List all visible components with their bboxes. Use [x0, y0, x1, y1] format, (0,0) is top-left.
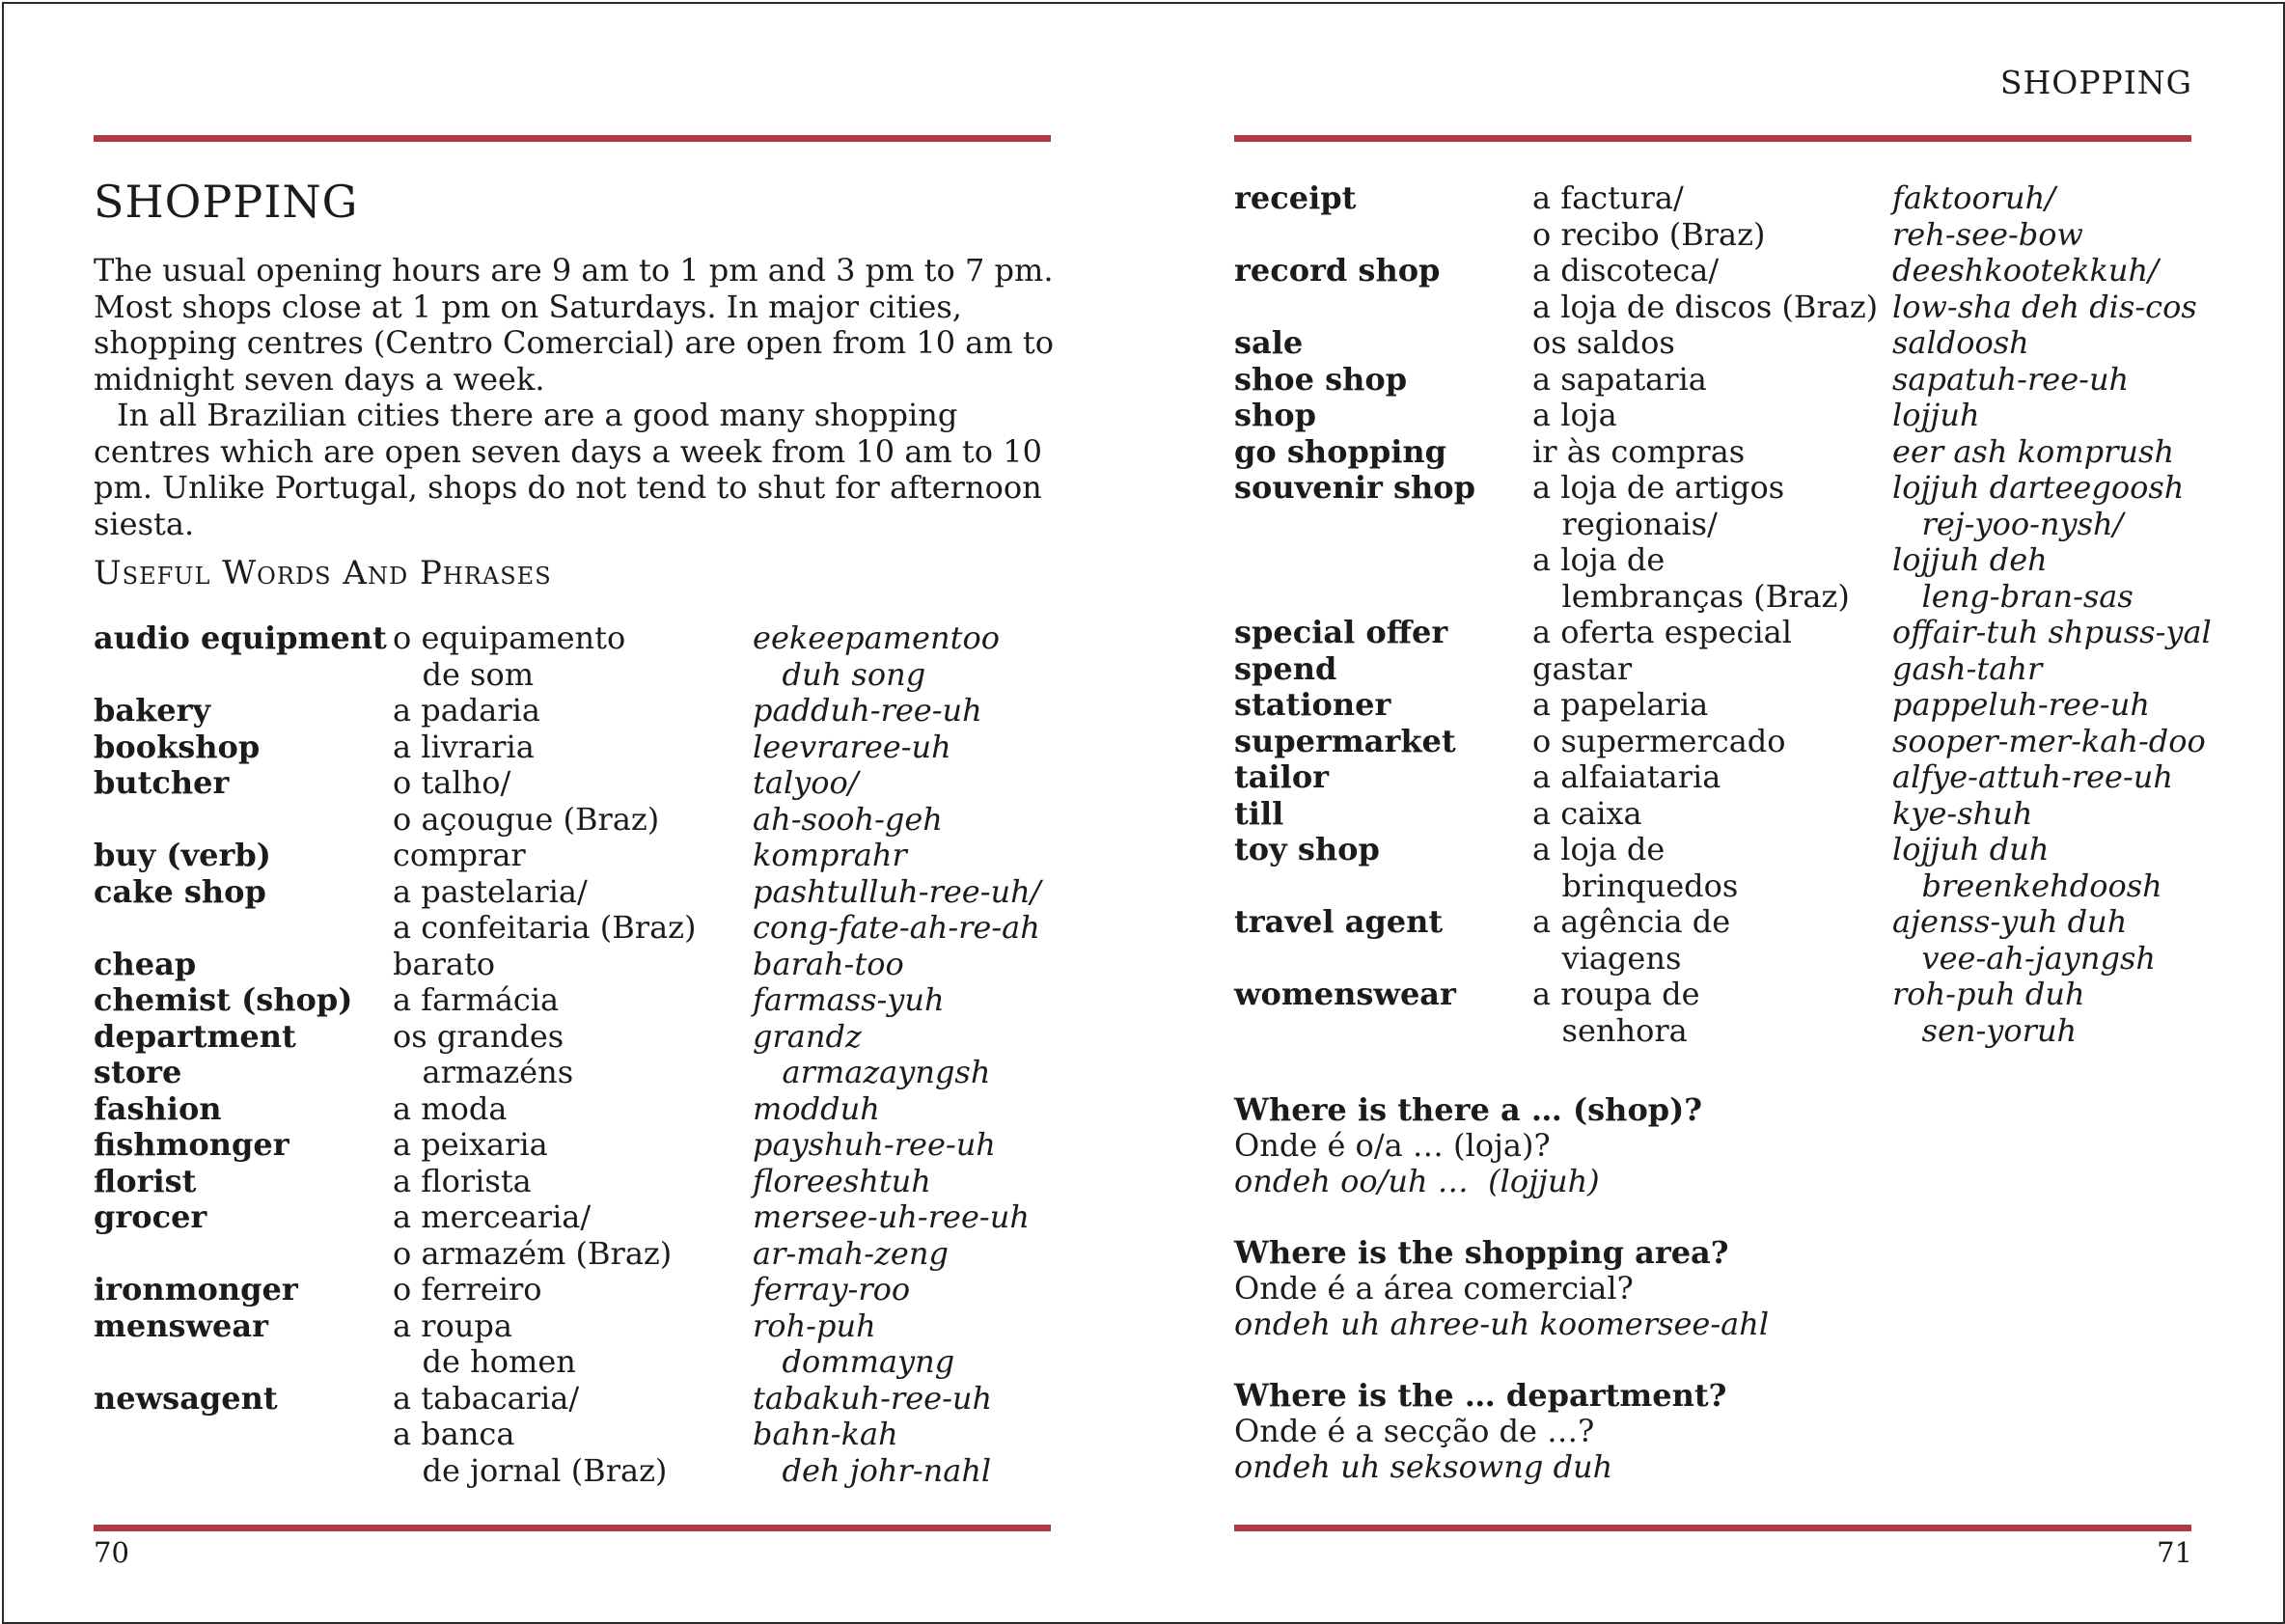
phrase-pronunciation: ondeh oo/uh … (lojjuh) — [1234, 1163, 1600, 1199]
vocab-pronunciation: floreeshtuh — [753, 1162, 931, 1199]
vocab-portuguese: os saldos — [1532, 324, 1675, 361]
vocab-english: travel agent — [1234, 903, 1444, 940]
vocab-row — [94, 1164, 1052, 1200]
section-subheading: Useful Words And Phrases — [94, 554, 552, 592]
vocab-english: bookshop — [94, 728, 261, 765]
vocab-english: shoe shop — [1234, 360, 1408, 398]
vocab-english: stationer — [1234, 686, 1391, 723]
vocab-row — [94, 947, 1052, 983]
vocab-row — [94, 693, 1052, 729]
vocab-portuguese: a discoteca/ a loja de discos (Braz) — [1532, 252, 1879, 325]
vocab-portuguese: a peixaria — [393, 1126, 548, 1163]
vocab-english: special offer — [1234, 614, 1448, 650]
vocab-portuguese: a tabacaria/ a banca de jornal (Braz) — [393, 1379, 668, 1489]
phrase-portuguese: Onde é a área comercial? — [1234, 1270, 1634, 1307]
vocab-list-right — [1234, 179, 2212, 1049]
vocab-pronunciation: grandz armazayngsh — [753, 1017, 991, 1090]
vocab-portuguese: a moda — [393, 1089, 508, 1127]
vocab-portuguese: a caixa — [1532, 794, 1642, 832]
vocab-pronunciation: ferray-roo — [753, 1271, 911, 1307]
vocab-row — [94, 1272, 1052, 1308]
running-head: SHOPPING — [1999, 64, 2192, 101]
vocab-row — [94, 874, 1052, 947]
vocab-portuguese: a roupa de senhora — [1532, 976, 1700, 1049]
vocab-pronunciation: mersee-uh-ree-uh ar-mah-zeng — [753, 1198, 1030, 1272]
vocab-pronunciation: eer ash komprush — [1892, 432, 2175, 470]
vocab-english: souvenir shop — [1234, 469, 1475, 506]
vocab-row — [1234, 252, 2197, 325]
vocab-pronunciation: pashtulluh-ree-uh/ cong-fate-ah-re-ah — [753, 872, 1041, 946]
vocab-pronunciation: payshuh-ree-uh — [753, 1126, 996, 1163]
vocab-portuguese: a padaria — [393, 692, 540, 729]
vocab-english: womenswear — [1234, 976, 1456, 1012]
vocab-row — [94, 1019, 1052, 1091]
vocab-portuguese: ir às compras — [1532, 432, 1746, 470]
vocab-english: record shop — [1234, 252, 1441, 289]
vocab-portuguese: a livraria — [393, 728, 535, 765]
vocab-portuguese: a mercearia/ o armazém (Braz) — [393, 1198, 673, 1272]
vocab-portuguese: comprar — [393, 837, 526, 873]
vocab-pronunciation: ajenss-yuh duh vee-ah-jayngsh — [1892, 903, 2156, 977]
vocab-pronunciation: lojjuh — [1892, 397, 1980, 433]
vocab-pronunciation: lojjuh darteegoosh rej-yoo-nysh/ lojjuh deh leng-bran-sas — [1892, 469, 2185, 615]
top-rule-right — [1234, 135, 2191, 142]
vocab-row — [1234, 759, 2191, 796]
vocab-english: shop — [1234, 397, 1316, 433]
vocab-pronunciation: pappeluh-ree-uh — [1892, 686, 2150, 723]
vocab-english: receipt — [1234, 179, 1357, 216]
vocab-portuguese: a pastelaria/ a confeitaria (Braz) — [393, 872, 697, 946]
vocab-list-left — [94, 620, 1052, 1489]
vocab-english: department store — [94, 1017, 296, 1090]
vocab-portuguese: os grandes armazéns — [393, 1017, 574, 1090]
vocab-row — [1234, 180, 2191, 253]
vocab-row — [1234, 398, 2191, 434]
vocab-row — [94, 729, 1052, 766]
vocab-english: toy shop — [1234, 831, 1380, 867]
vocab-portuguese: a loja — [1532, 397, 1617, 433]
vocab-row — [94, 1127, 1052, 1164]
vocab-portuguese: a loja de brinquedos — [1532, 831, 1739, 904]
vocab-pronunciation: barah-too — [753, 945, 904, 982]
vocab-pronunciation: kye-shuh — [1892, 794, 2033, 832]
vocab-english: newsagent — [94, 1379, 278, 1417]
vocab-pronunciation: sapatuh-ree-uh — [1892, 360, 2130, 398]
vocab-portuguese: o ferreiro — [393, 1271, 542, 1307]
vocab-portuguese: a factura/ o recibo (Braz) — [1532, 179, 1766, 253]
vocab-pronunciation: sooper-mer-kah-doo — [1892, 722, 2206, 759]
phrase-english: Where is the … department? — [1234, 1377, 1727, 1414]
vocab-row — [94, 620, 1052, 693]
vocab-portuguese: a florista — [393, 1162, 532, 1199]
vocab-portuguese: gastar — [1532, 649, 1633, 687]
page-number-right: 71 — [2157, 1536, 2192, 1569]
vocab-english: spend — [1234, 649, 1337, 687]
vocab-pronunciation: offair-tuh shpuss-yal — [1892, 614, 2212, 650]
phrase-portuguese: Onde é o/a … (loja)? — [1234, 1127, 1551, 1164]
vocab-pronunciation: komprahr — [753, 837, 907, 873]
phrase-item — [1234, 1235, 1769, 1342]
vocab-english: cheap — [94, 945, 197, 982]
vocab-portuguese: o supermercado — [1532, 722, 1786, 759]
vocab-portuguese: a roupa de homen — [393, 1307, 576, 1380]
vocab-row — [1234, 796, 2191, 833]
page-title: SHOPPING — [94, 176, 359, 228]
vocab-row — [94, 765, 1052, 838]
vocab-row — [94, 982, 1052, 1019]
phrase-portuguese: Onde é a secção de …? — [1234, 1413, 1595, 1449]
vocab-portuguese: a alfaiataria — [1532, 758, 1721, 795]
phrase-english: Where is the shopping area? — [1234, 1234, 1729, 1271]
page-number-left: 70 — [94, 1536, 129, 1569]
vocab-row — [1234, 614, 2212, 651]
vocab-pronunciation: tabakuh-ree-uh bahn-kah deh johr-nahl — [753, 1379, 993, 1489]
vocab-pronunciation: lojjuh duh breenkehdoosh — [1892, 831, 2162, 904]
vocab-pronunciation: deeshkootekkuh/ low-sha deh dis-cos — [1892, 252, 2197, 325]
vocab-english: audio equipment — [94, 619, 387, 656]
top-rule-left — [94, 135, 1051, 142]
vocab-portuguese: a farmácia — [393, 981, 560, 1018]
phrase-list — [1234, 1092, 1769, 1521]
vocab-english: fishmonger — [94, 1126, 289, 1163]
vocab-english: bakery — [94, 692, 211, 729]
vocab-english: florist — [94, 1162, 197, 1199]
vocab-english: menswear — [94, 1307, 268, 1344]
vocab-english: fashion — [94, 1089, 222, 1127]
vocab-english: go shopping — [1234, 432, 1447, 470]
phrase-english: Where is there a … (shop)? — [1234, 1091, 1703, 1128]
vocab-pronunciation: farmass-yuh — [753, 981, 945, 1018]
phrase-item — [1234, 1378, 1769, 1485]
vocab-pronunciation: gash-tahr — [1892, 649, 2043, 687]
vocab-pronunciation: talyoo/ ah-sooh-geh — [753, 764, 943, 838]
vocab-pronunciation: faktooruh/ reh-see-bow — [1892, 179, 2083, 253]
vocab-english: cake shop — [94, 872, 266, 910]
vocab-portuguese: o talho/ o açougue (Braz) — [393, 764, 660, 838]
vocab-row — [1234, 977, 2191, 1049]
intro-text — [94, 253, 1059, 542]
vocab-row — [94, 1091, 1052, 1128]
vocab-row — [94, 1199, 1052, 1272]
vocab-pronunciation: modduh — [753, 1089, 880, 1127]
vocab-portuguese: a papelaria — [1532, 686, 1709, 723]
vocab-pronunciation: leevraree-uh — [753, 728, 951, 765]
vocab-english: ironmonger — [94, 1271, 298, 1307]
vocab-english: buy (verb) — [94, 837, 271, 873]
vocab-row — [94, 1308, 1052, 1381]
vocab-english: tailor — [1234, 758, 1330, 795]
vocab-row — [1234, 470, 2191, 615]
vocab-pronunciation: roh-puh dommayng — [753, 1307, 955, 1380]
vocab-pronunciation: roh-puh duh sen-yoruh — [1892, 976, 2085, 1049]
vocab-row — [1234, 832, 2191, 904]
vocab-portuguese: a agência de viagens — [1532, 903, 1731, 977]
vocab-portuguese: a oferta especial — [1532, 614, 1792, 650]
vocab-pronunciation: saldoosh — [1892, 324, 2029, 361]
bottom-rule-right — [1234, 1525, 2191, 1531]
intro-paragraph-2: In all Brazilian cities there are a good many shopping centres which are open seven days a week from 10 am to 10 pm. Unlike Portugal, shops do not tend to shut for afternoon siesta. — [94, 397, 1042, 542]
vocab-english: grocer — [94, 1198, 207, 1235]
vocab-row — [1234, 651, 2191, 688]
vocab-english: butcher — [94, 764, 230, 801]
vocab-english: till — [1234, 794, 1284, 832]
vocab-row — [1234, 362, 2191, 399]
vocab-english: sale — [1234, 324, 1304, 361]
vocab-english: supermarket — [1234, 722, 1456, 759]
vocab-row — [1234, 687, 2191, 724]
phrase-item — [1234, 1092, 1769, 1199]
vocab-pronunciation: eekeepamentoo duh song — [753, 619, 1000, 693]
vocab-portuguese: a sapataria — [1532, 360, 1707, 398]
vocab-english: chemist (shop) — [94, 981, 353, 1018]
vocab-pronunciation: padduh-ree-uh — [753, 692, 982, 729]
phrase-pronunciation: ondeh uh seksowng duh — [1234, 1448, 1613, 1485]
vocab-portuguese: o equipamento de som — [393, 619, 626, 693]
vocab-row — [1234, 722, 2206, 760]
phrase-pronunciation: ondeh uh ahree-uh koomersee-ahl — [1234, 1306, 1770, 1342]
vocab-portuguese: barato — [393, 945, 496, 982]
vocab-row — [94, 838, 1052, 874]
vocab-row — [1234, 904, 2191, 977]
vocab-pronunciation: alfye-attuh-ree-uh — [1892, 758, 2174, 795]
vocab-portuguese: a loja de artigos regionais/ a loja de lembranças (Braz) — [1532, 469, 1850, 615]
vocab-row — [94, 1381, 1052, 1490]
vocab-row — [1234, 325, 2191, 362]
vocab-row — [1234, 434, 2191, 471]
intro-paragraph-1: The usual opening hours are 9 am to 1 pm and 3 pm to 7 pm. Most shops close at 1 pm on Saturdays. In major cities, shopping centres (Centro Comercial) are open from 10 am to midnight seven days a week. — [94, 252, 1054, 398]
bottom-rule-left — [94, 1525, 1051, 1531]
